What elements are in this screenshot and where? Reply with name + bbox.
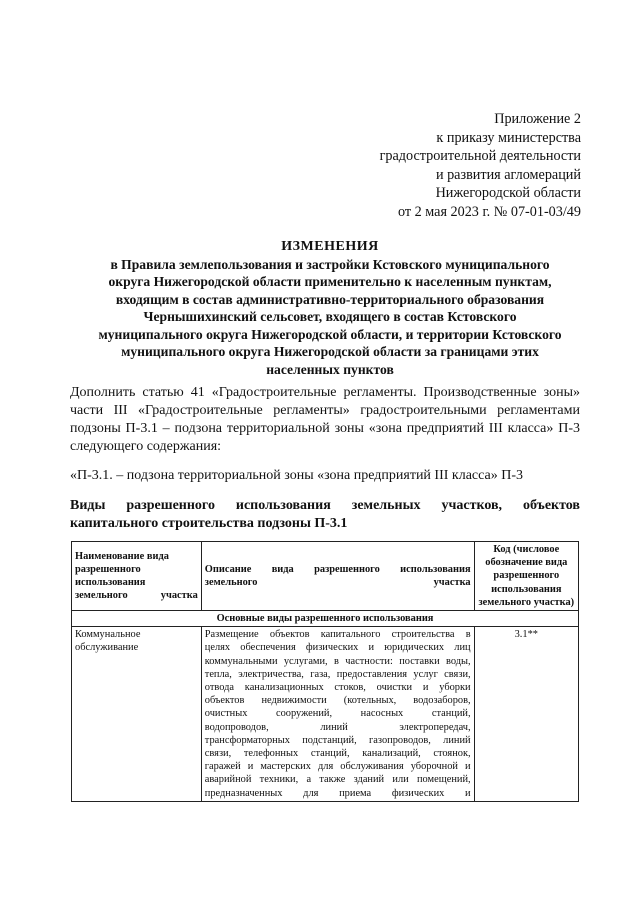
description-line: гаражей и мастерских для обслуживания уборочной и xyxy=(204,761,471,773)
paragraph-line: подзоны П-3.1 – подзона территориальной зоны «зона предприятий III класса» П-3 xyxy=(70,421,580,436)
appendix-block xyxy=(380,110,581,222)
title-line: округа Нижегородской области применительно к населенным пунктам, xyxy=(108,274,552,289)
description-line: отвода канализационных стоков, очистки и уборки xyxy=(204,682,471,694)
paragraph-line: следующего содержания: xyxy=(70,439,222,454)
subzone-title: «П-3.1. – подзона территориальной зоны «зона предприятий III класса» П-3 xyxy=(70,468,523,483)
title-line: муниципального округа Нижегородской области за границами этих xyxy=(121,344,539,359)
appendix-line: от 2 мая 2023 г. № 07-01-03/49 xyxy=(397,203,581,220)
title-heading: ИЗМЕНЕНИЯ xyxy=(281,239,379,254)
table-header-row xyxy=(72,542,579,611)
table-row xyxy=(72,627,579,802)
header-code: Код (числовое обозначение вида разрешенного использования земельного участка) xyxy=(474,542,578,611)
section-heading-line: Виды разрешенного использования земельных участков, объектов xyxy=(70,498,580,513)
title-line: муниципального округа Нижегородской области, и территории Кстовского xyxy=(98,326,562,342)
section-label: Основные виды разрешенного использования xyxy=(72,611,579,627)
amendment-paragraph xyxy=(70,384,580,456)
description-line: связи, телефонных станций, канализаций, стоянок, xyxy=(204,748,471,760)
header-name: Наименование вида разрешенного использования земельного участка xyxy=(72,542,202,611)
section-heading-line: капитального строительства подзоны П-3.1 xyxy=(70,516,348,531)
paragraph-line: Дополнить статью 41 «Градостроительные регламенты. Производственные зоны» xyxy=(70,385,580,400)
section-heading xyxy=(70,497,580,533)
appendix-line: Нижегородской области xyxy=(435,185,581,202)
title-line: входящим в состав административно-территориального образования xyxy=(115,291,545,307)
description-line: тепла, электричества, газа, предоставления услуг связи, xyxy=(204,668,471,680)
appendix-line: и развития агломераций xyxy=(435,166,581,183)
description-line: трансформаторных подстанций, газопроводов, линий xyxy=(204,734,471,746)
description-line: коммунальными услугами, в частности: поставки воды, xyxy=(204,655,471,667)
description-line: объектов недвижимости (котельных, водозаборов, xyxy=(204,695,471,707)
paragraph-line: части III «Градостроительные регламенты» градостроительными регламентами xyxy=(70,403,580,418)
description-line: аварийной техники, а также зданий или помещений, xyxy=(204,774,471,786)
description-line: Размещение объектов капитального строительства в xyxy=(204,629,471,641)
appendix-line: Приложение 2 xyxy=(494,111,581,127)
description-line: очистных сооружений, насосных станций, xyxy=(204,708,471,720)
title-line: населенных пунктов xyxy=(266,361,394,377)
permitted-use-table xyxy=(71,541,579,802)
title-line: в Правила землепользования и застройки Кстовского муниципального xyxy=(110,256,550,272)
title-line: Чернышихинский сельсовет, входящего в состав Кстовского xyxy=(143,309,517,324)
appendix-line: к приказу министерства xyxy=(436,129,581,146)
document-title xyxy=(80,238,580,378)
description-line: водопроводов, линий электропередач, xyxy=(204,721,471,733)
row-name: Коммунальное обслуживание xyxy=(72,627,202,802)
description-line: целях обеспечения физических и юридических лиц xyxy=(204,642,471,654)
row-code: 3.1** xyxy=(474,627,578,802)
appendix-line: градостроительной деятельности xyxy=(379,148,581,165)
row-description xyxy=(201,627,474,802)
table-section-row xyxy=(72,611,579,627)
header-description: Описание вида разрешенного использования земельного участка xyxy=(201,542,474,611)
description-line: предназначенных для приема физических и xyxy=(204,787,471,799)
